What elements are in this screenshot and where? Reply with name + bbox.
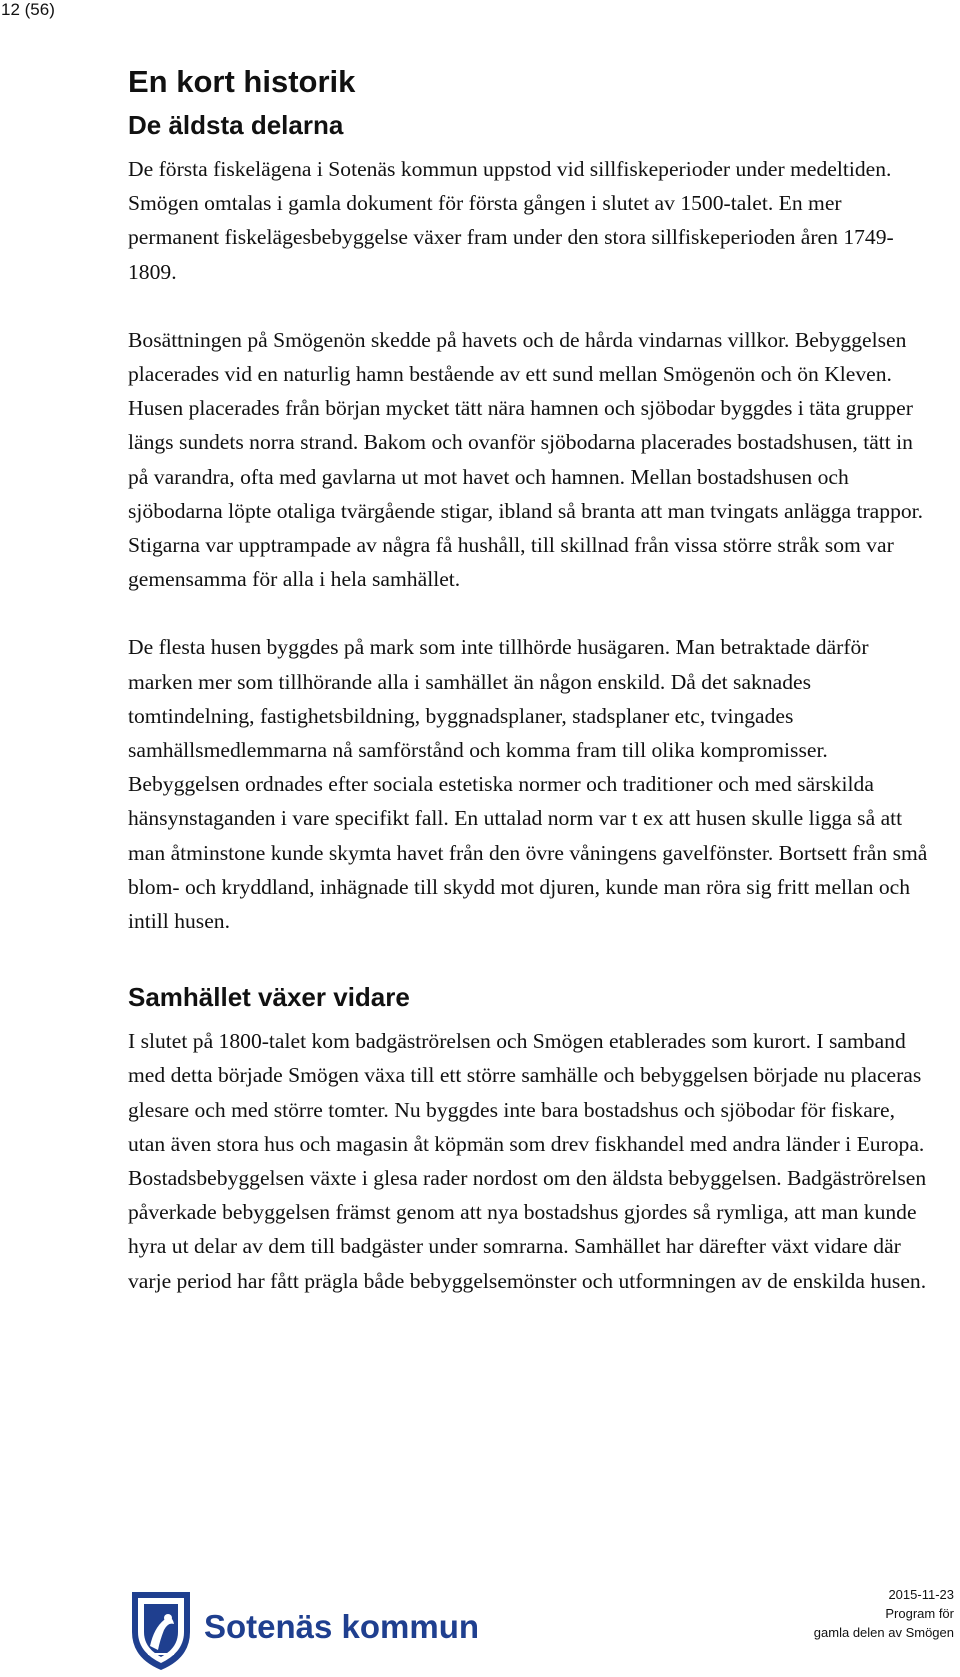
section-heading-oldest-parts: De äldsta delarna — [128, 110, 344, 140]
document-title-line2: gamla delen av Smögen — [813, 1625, 954, 1640]
logo-text: Sotenäs kommun — [204, 1608, 480, 1645]
sotenas-kommun-logo — [128, 1588, 548, 1672]
document-date: 2015-11-23 — [888, 1587, 954, 1602]
page-title: En kort historik — [128, 64, 356, 99]
paragraph: I slutet på 1800-talet kom badgäströrelsen och Smögen etablerades som kurort. I samband med detta började Smögen växa till ett större samhälle och bebyggelsen började nu placeras glesare och med större tomter. Nu byggdes inte bara bostadshus och sjöbodar för fiskare, utan även stora hus och magasin åt köpmän som drev fiskhandel med andra länder i Europa. Bostadsbebyggelsen växte i glesa rader nordost om den äldsta bebyggelsen. Badgäströrelsen påverkade bebyggelsen främst genom att nya bostadshus gjordes så rymliga, att man kunde hyra ut delar av dem till badgäster under somrarna. Samhället har därefter växt vidare där varje period har fått prägla både bebyggelsemönster och utformningen av de enskilda husen. — [128, 1029, 927, 1293]
document-title-line1: Program för — [885, 1606, 954, 1621]
paragraph: De flesta husen byggdes på mark som inte tillhörde husägaren. Man betraktade därför marken mer som tillhörande alla i samhället än någon enskild. Då det saknades tomtindelning, fastighetsbildning, byggnadsplaner, stadsplaner etc, tvingades samhällsmedlemmarna nå samförstånd och komma fram till olika kompromisser. Bebyggelsen ordnades efter sociala estetiska normer och traditioner och med särskilda hänsynstaganden i vare specifikt fall. En uttalad norm var t ex att husen skulle ligga så att man åtminstone kunde skymta havet från den övre våningens gavelfönster. Bortsett från små blom- och kryddland, inhägnade till skydd mot djuren, kunde man röra sig fritt mellan och intill husen. — [128, 635, 928, 934]
section-heading-community-grows: Samhället växer vidare — [128, 982, 410, 1013]
paragraph: De första fiskelägena i Sotenäs kommun uppstod vid sillfiskeperioder under medeltiden. Smögen omtalas i gamla dokument för första gången i slutet av 1500-talet. En mer permanent fiskelägesbebyggelse växer fram under den stora sillfiskeperioden åren 1749-1809. — [128, 157, 894, 284]
document-body — [128, 58, 928, 1298]
paragraph: Bosättningen på Smögenön skedde på havets och de hårda vindarnas villkor. Bebyggelsen placerades vid en naturlig hamn bestående av ett sund mellan Smögenön och ön Kleven. Husen placerades från början mycket tätt nära hamnen och sjöbodar byggdes i täta grupper längs sundets norra strand. Bakom och ovanför sjöbodarna placerades bostadshusen, tätt in på varandra, ofta med gavlarna ut mot havet och hamnen. Mellan bostadshusen och sjöbodarna löpte otaliga tvärgående stigar, ibland så branta att man tvingats anlägga trappor. Stigarna var upptrampade av några få hushåll, till skillnad från vissa större stråk som var gemensamma för alla i hela samhället. — [128, 327, 924, 592]
page-number: 12 (56) — [1, 0, 55, 19]
municipal-shield-logo-icon — [132, 1592, 190, 1670]
document-meta — [814, 1585, 954, 1642]
